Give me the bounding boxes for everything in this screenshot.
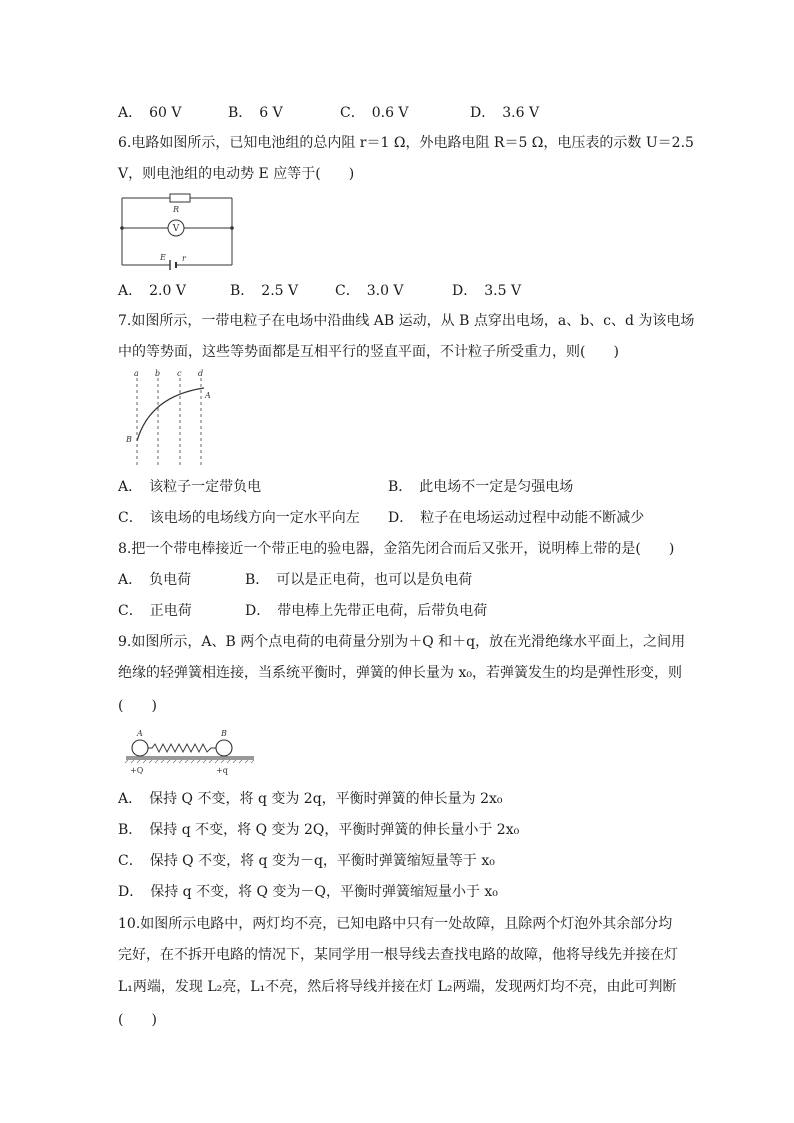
q6-circuit-diagram: [118, 190, 240, 270]
q9-label-A: A: [137, 729, 143, 738]
q7-label-b: b: [155, 369, 161, 378]
q9-charge-B-ball: [216, 740, 232, 756]
q10-stem-line-2: 完好，在不拆开电路的情况下，某同学用一根导线去查找电路的故障，他将导线先并接在灯: [118, 947, 678, 963]
q9-option-a[interactable]: A． 保持 Q 不变，将 q 变为 2q，平衡时弹簧的伸长量为 2x₀: [118, 791, 503, 807]
q9-stem-line-1: 9.如图所示，A、B 两个点电荷的电荷量分别为＋Q 和＋q，放在光滑绝缘水平面上，之间用: [118, 634, 686, 650]
q10-stem-line-3: L₁两端，发现 L₂亮，L₁不亮，然后将导线并接在灯 L₂两端，发现两灯均不亮，由此可判断: [118, 979, 677, 995]
q9-option-d[interactable]: D． 保持 q 不变，将 Q 变为－Q，平衡时弹簧缩短量小于 x₀: [118, 884, 498, 900]
q7-trajectory-curve: [137, 388, 204, 441]
q6-option-b[interactable]: B． 2.5 V: [230, 283, 299, 299]
q6-option-a[interactable]: A． 2.0 V: [118, 283, 186, 299]
q7-stem-line-2: 中的等势面，这些等势面都是互相平行的竖直平面，不计粒子所受重力，则( ): [118, 344, 619, 360]
q7-label-B: B: [126, 435, 132, 444]
q8-stem-line-1: 8.把一个带电棒接近一个带正电的验电器，金箔先闭合而后又张开，说明棒上带的是( ): [118, 541, 675, 557]
q7-option-c[interactable]: C． 该电场的电场线方向一定水平向左: [118, 510, 360, 526]
q7-label-c: c: [177, 369, 182, 378]
q5-option-b[interactable]: B． 6 V: [228, 105, 283, 121]
q6-resistor-R: [170, 194, 190, 202]
q8-option-b[interactable]: B． 可以是正电荷，也可以是负电荷: [245, 572, 473, 588]
q6-label-r: r: [182, 254, 186, 263]
q9-ground-surface: [126, 756, 254, 760]
q9-charge-A-ball: [132, 740, 148, 756]
q9-stem-line-2: 绝缘的轻弹簧相连接，当系统平衡时，弹簧的伸长量为 x₀，若弹簧发生的均是弹性形变，则: [118, 665, 682, 681]
q6-label-V: V: [172, 224, 180, 234]
q9-option-c[interactable]: C． 保持 Q 不变，将 q 变为－q，平衡时弹簧缩短量等于 x₀: [118, 853, 495, 869]
q7-label-a: a: [134, 369, 139, 378]
q5-option-d[interactable]: D． 3.6 V: [470, 105, 540, 121]
q8-option-a[interactable]: A． 负电荷: [118, 572, 192, 588]
q9-spring-diagram: [124, 726, 258, 776]
q6-stem-line-2: V，则电池组的电动势 E 应等于( ): [118, 166, 355, 182]
q8-option-c[interactable]: C． 正电荷: [118, 603, 192, 619]
q6-option-c[interactable]: C． 3.0 V: [335, 283, 404, 299]
q7-label-d: d: [198, 369, 204, 378]
q9-stem-line-3: ( ): [118, 698, 157, 714]
q9-label-plusQ: +Q: [130, 766, 144, 775]
q7-field-diagram: [120, 366, 220, 470]
q6-label-E: E: [160, 253, 166, 262]
q7-stem-line-1: 7.如图所示，一带电粒子在电场中沿曲线 AB 运动，从 B 点穿出电场，a、b、c、d 为该电场: [118, 313, 695, 329]
q9-label-plusq: +q: [216, 766, 228, 775]
q7-label-A: A: [205, 391, 211, 400]
q7-option-b[interactable]: B． 此电场不一定是匀强电场: [388, 479, 574, 495]
q7-option-d[interactable]: D． 粒子在电场运动过程中动能不断减少: [388, 510, 645, 526]
q10-stem-line-4: ( ): [118, 1012, 157, 1028]
q6-label-R: R: [172, 205, 180, 214]
q9-spring: [148, 744, 216, 752]
q5-option-a[interactable]: A． 60 V: [118, 105, 182, 121]
q7-option-a[interactable]: A． 该粒子一定带负电: [118, 479, 262, 495]
q8-option-d[interactable]: D． 带电棒上先带正电荷，后带负电荷: [245, 603, 488, 619]
q6-option-d[interactable]: D． 3.5 V: [452, 283, 522, 299]
q6-stem-line-1: 6.电路如图所示，已知电池组的总内阻 r＝1 Ω，外电路电阻 R＝5 Ω，电压表的示数 U＝2.5: [118, 135, 694, 151]
q9-option-b[interactable]: B． 保持 q 不变，将 Q 变为 2Q，平衡时弹簧的伸长量小于 2x₀: [118, 822, 520, 838]
q5-option-c[interactable]: C． 0.6 V: [340, 105, 409, 121]
q10-stem-line-1: 10.如图所示电路中，两灯均不亮，已知电路中只有一处故障，且除两个灯泡外其余部分均: [118, 916, 673, 932]
q9-label-B: B: [221, 729, 227, 738]
